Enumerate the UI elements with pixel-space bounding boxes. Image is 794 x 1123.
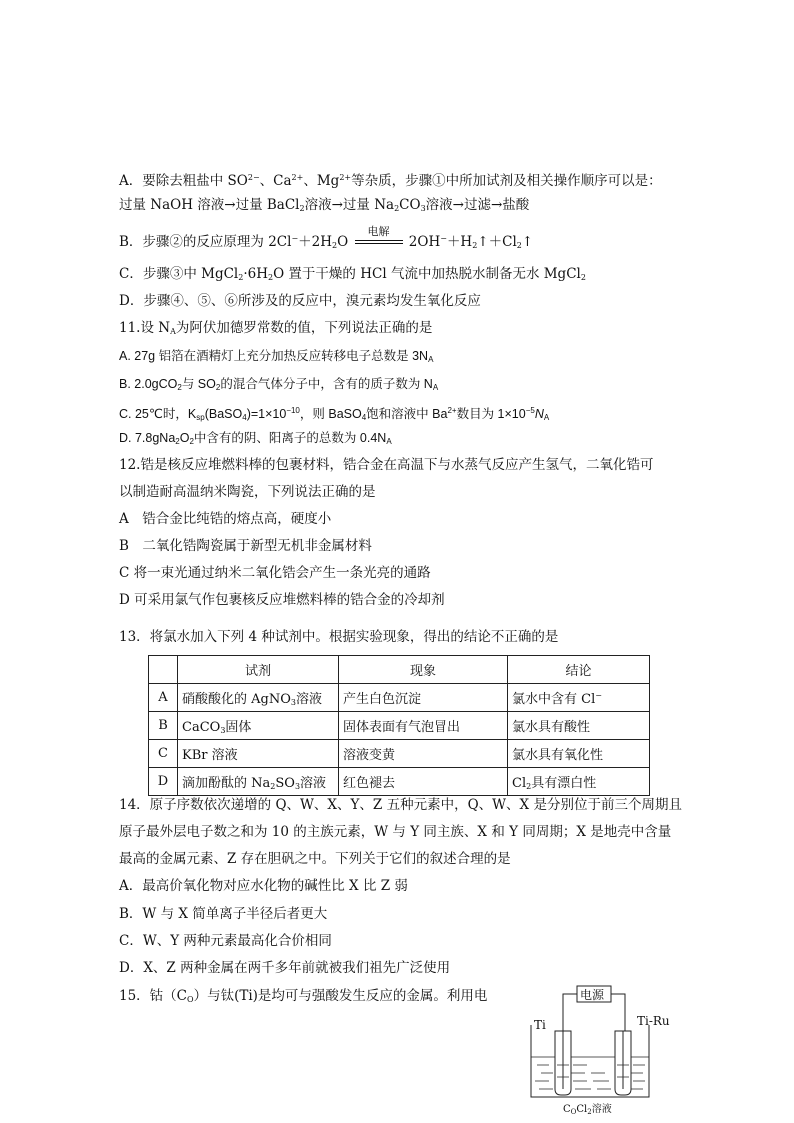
phenomenon-cell: 固体表面有气泡冒出 — [339, 712, 508, 740]
q12-option-d: D 可采用氯气作包裹核反应堆燃料棒的锆合金的冷却剂 — [119, 592, 445, 608]
table-header-cell — [149, 656, 178, 684]
left-wire — [563, 994, 577, 1031]
table-row — [149, 768, 650, 796]
phenomenon-cell: 红色褪去 — [339, 768, 508, 796]
q12-option-c: C 将一束光通过纳米二氧化锆会产生一条光亮的通路 — [119, 565, 431, 581]
row-key: B — [149, 712, 178, 740]
conclusion-cell: 氯水具有酸性 — [508, 712, 650, 740]
option-a-line1: A．要除去粗盐中 $SO^{2-}$、$Ca^{2+}$、$Mg^{2+}$等杂质，步骤①中所加试剂及相关操作顺序可以是： — [119, 173, 662, 189]
row-key: C — [149, 740, 178, 768]
solution-label: $C_OCl_2$溶液 — [563, 1104, 612, 1116]
q14-stem-line3: 最高的金属元素、Z 存在胆矾之中。下列关于它们的叙述合理的是 — [119, 851, 511, 867]
reagent-cell: 硝酸酸化的 AgNO$_3$溶液 — [178, 684, 339, 712]
table-row — [149, 712, 650, 740]
electrolysis-label: 电解 — [367, 225, 390, 238]
reagent-cell: CaCO$_3$固体 — [178, 712, 339, 740]
electrolysis-apparatus-figure — [525, 985, 685, 1115]
phenomenon-cell: 溶液变黄 — [339, 740, 508, 768]
q14-option-b: B．W 与 X 简单离子半径后者更大 — [119, 906, 328, 922]
q14-option-c: C．W、Y 两种元素最高化合价相同 — [119, 933, 332, 949]
table-header-row — [149, 656, 650, 684]
phenomenon-cell: 产生白色沉淀 — [339, 684, 508, 712]
q14-option-d: D．X、Z 两种金属在两千多年前就被我们祖先广泛使用 — [119, 960, 451, 976]
reagent-cell: 滴加酚酞的 $Na_2SO_3$溶液 — [178, 768, 339, 796]
q13-table — [148, 655, 650, 796]
electrolysis-arrow — [353, 225, 405, 248]
right-wire — [611, 994, 625, 1031]
q14-option-a: A．最高价氧化物对应水化物的碱性比 X 比 Z 弱 — [119, 878, 408, 894]
table-row — [149, 740, 650, 768]
q11-option-d: D. $7.8gNa_2O_2$中含有的阴、阳离子的总数为 $0.4N_A$ — [119, 431, 392, 446]
apparatus-diagram — [525, 985, 685, 1115]
table-header-cell: 结论 — [508, 656, 650, 684]
option-d-line: D．步骤④、⑤、⑥所涉及的反应中，溴元素均发生氧化反应 — [119, 293, 481, 309]
q12-option-b: B 二氧化锆陶瓷属于新型无机非金属材料 — [119, 538, 372, 554]
table-header-cell: 现象 — [339, 656, 508, 684]
q15-stem: 15．钴$(C_O)$与钛(Ti)是均可与强酸发生反应的金属。利用电 — [119, 988, 488, 1004]
ti-electrode-label: Ti — [534, 1018, 546, 1032]
table-header-cell: 试剂 — [178, 656, 339, 684]
q12-stem-line2: 以制造耐高温纳米陶瓷，下列说法正确的是 — [119, 484, 376, 500]
option-b-line: B．步骤②的反应原理为 $2Cl^-+2H_2O$ 电解 $2OH^-+H_2↑+Cl_2↑$ — [119, 225, 534, 250]
option-c-line: C．步骤③中 $MgCl_2\cdot 6H_2O$ 置于干燥的 HCl 气流中加热脱水制备无水 MgCl$_2$ — [119, 266, 586, 282]
q14-stem-line2: 原子最外层电子数之和为 10 的主族元素，W 与 Y 同主族、X 和 Y 同周期；X 是地壳中含量 — [119, 824, 672, 840]
conclusion-cell: 氯水中含有 Cl− — [508, 684, 650, 712]
row-key: A — [149, 684, 178, 712]
table-row — [149, 684, 650, 712]
q12-option-a: A 锆合金比纯锆的熔点高，硬度小 — [119, 511, 332, 527]
ti-ru-electrode-label: Ti-Ru — [637, 1014, 670, 1028]
q11-option-b: B. 2.0gCO$_2$与 $SO_2$的混合气体分子中，含有的质子数为 $N_A$ — [119, 377, 439, 392]
row-key: D — [149, 768, 178, 796]
reagent-cell: KBr 溶液 — [178, 740, 339, 768]
conclusion-cell: $Cl_2$具有漂白性 — [508, 768, 650, 796]
option-a-line2: 过量 NaOH 溶液→过量 BaCl$_2$溶液→过量 $Na_2CO_3$溶液→过滤→盐酸 — [119, 197, 530, 213]
power-source-label: 电源 — [580, 988, 605, 1002]
q13-stem: 13．将氯水加入下列 4 种试剂中。根据实验现象，得出的结论不正确的是 — [119, 629, 559, 645]
q11-stem: 11.设 $N_A$为阿伏加德罗常数的值，下列说法正确的是 — [119, 320, 433, 336]
q11-option-c: C. 25℃时，$K_{sp}(BaSO_4)=1\times 10^{-10}$，则 BaSO$_4$饱和溶液中 $Ba^{2+}$数目为 $1\times 10^{-5}N_A$ — [119, 406, 550, 422]
conclusion-cell: 氯水具有氧化性 — [508, 740, 650, 768]
q11-option-a: A. 27g 铝箔在酒精灯上充分加热反应转移电子总数是 $3N_A$ — [119, 349, 434, 364]
q14-stem-line1: 14．原子序数依次递增的 Q、W、X、Y、Z 五种元素中，Q、W、X 是分别位于前三个周期且 — [119, 797, 682, 813]
q12-stem-line1: 12.锆是核反应堆燃料棒的包裹材料，锆合金在高温下与水蒸气反应产生氢气，二氧化锆可 — [119, 457, 654, 473]
